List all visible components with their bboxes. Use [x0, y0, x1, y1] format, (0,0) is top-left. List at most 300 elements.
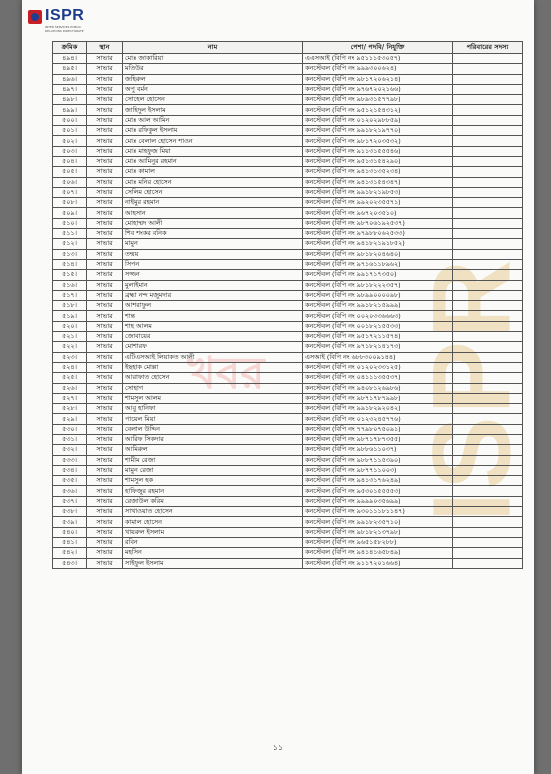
designation-cell: এএসআই (বিপি নং ৯৫১১১৫৩০৫৭)	[303, 54, 453, 64]
table-row	[53, 54, 523, 64]
designation-cell: কনস্টেবল (বিপি নং ৯৯১৮২১৯৮৫৩)	[303, 187, 453, 197]
place-cell: সাভার	[87, 218, 123, 228]
table-row	[53, 393, 523, 403]
name-cell: পায়েল মিয়া	[123, 414, 303, 424]
designation-cell: এসআই (বিপি নং ৬৮৮৩০০৯১৪৪)	[303, 352, 453, 362]
place-cell: সাভার	[87, 507, 123, 517]
table-row	[53, 548, 523, 558]
place-cell: সাভার	[87, 342, 123, 352]
designation-cell: কনস্টেবল (বিপি নং ৯৫১২১৫৪৩১২)	[303, 105, 453, 115]
place-cell: সাভার	[87, 455, 123, 465]
table-row	[53, 95, 523, 105]
designation-cell: কনস্টেবল (বিপি নং ৯৭৯৮৮০৬২৫৩৩)	[303, 229, 453, 239]
table-row	[53, 84, 523, 94]
logo-subtitle: INTER SERVICES PUBLIC RELATIONS DIRECTORATE	[45, 25, 84, 33]
name-cell: বেলাল উদ্দিন	[123, 424, 303, 434]
family-cell	[453, 393, 523, 403]
designation-cell: কনস্টেবল (বিপি নং ৯৯১৮২১৯৭৭০)	[303, 126, 453, 136]
table-row	[53, 465, 523, 475]
serial-cell: ৫১৯।	[53, 311, 87, 321]
serial-cell: ৫২৩।	[53, 352, 87, 362]
place-cell: সাভার	[87, 156, 123, 166]
place-cell: সাভার	[87, 84, 123, 94]
table-row	[53, 537, 523, 547]
place-cell: সাভার	[87, 187, 123, 197]
family-cell	[453, 362, 523, 372]
page-number: ১১	[272, 743, 284, 752]
designation-cell: কনস্টেবল (বিপি নং ৯৮৭৭১১০০৩)	[303, 465, 453, 475]
designation-cell: কনস্টেবল (বিপি নং ৯৭১৮২১৪১৭৩)	[303, 342, 453, 352]
stamp-text: খবর	[187, 348, 265, 399]
family-cell	[453, 239, 523, 249]
place-cell: সাভার	[87, 115, 123, 125]
place-cell: সাভার	[87, 383, 123, 393]
family-cell	[453, 404, 523, 414]
designation-cell: কনস্টেবল (বিপি নং ৯৯১৭১৭৩৫০)	[303, 270, 453, 280]
place-cell: সাভার	[87, 126, 123, 136]
designation-cell: কনস্টেবল (বিপি নং ৯৯২০২৩৫৫৭১)	[303, 198, 453, 208]
table-row	[53, 136, 523, 146]
designation-cell: কনস্টেবল (বিপি নং ৯১১৩১৫৫৫৪৬)	[303, 146, 453, 156]
table-row	[53, 476, 523, 486]
place-cell: সাভার	[87, 301, 123, 311]
header-place: স্থান	[87, 42, 123, 54]
serial-cell: ৫১৮।	[53, 301, 87, 311]
table-row	[53, 146, 523, 156]
family-cell	[453, 301, 523, 311]
family-cell	[453, 548, 523, 558]
family-cell	[453, 218, 523, 228]
place-cell: সাভার	[87, 537, 123, 547]
serial-cell: ৫১০।	[53, 218, 87, 228]
serial-cell: ৫২৬।	[53, 383, 87, 393]
designation-cell: কনস্টেবল (বিপি নং ৯৪১৩১৩৫২৩৪)	[303, 167, 453, 177]
designation-cell: কনস্টেবল (বিপি নং ৯৪১৩১৫৪৩৪৭)	[303, 177, 453, 187]
logo-name: ISPR	[45, 7, 85, 24]
family-cell	[453, 373, 523, 383]
serial-cell: ৫২২।	[53, 342, 87, 352]
place-cell: সাভার	[87, 95, 123, 105]
family-cell	[453, 434, 523, 444]
serial-cell: ৫০৪।	[53, 156, 87, 166]
name-cell: মহসিন	[123, 548, 303, 558]
family-cell	[453, 476, 523, 486]
place-cell: সাভার	[87, 167, 123, 177]
serial-cell: ৫০৬।	[53, 177, 87, 187]
table-row	[53, 486, 523, 496]
name-cell: কামাল হোসেন	[123, 517, 303, 527]
serial-cell: ৫১৪।	[53, 259, 87, 269]
place-cell: সাভার	[87, 496, 123, 506]
serial-cell: ৫২৯।	[53, 414, 87, 424]
place-cell: সাভার	[87, 208, 123, 218]
family-cell	[453, 321, 523, 331]
name-cell: হাফিজুর রহমান	[123, 486, 303, 496]
place-cell: সাভার	[87, 486, 123, 496]
name-cell: মোশারফ	[123, 342, 303, 352]
table-row	[53, 332, 523, 342]
family-cell	[453, 84, 523, 94]
name-cell: ব্রহ্মা নন্দ মজুমদার	[123, 290, 303, 300]
place-cell: সাভার	[87, 517, 123, 527]
table-row	[53, 434, 523, 444]
name-cell: মোঃ মনির হোসেন	[123, 177, 303, 187]
serial-cell: ৫৪১।	[53, 537, 87, 547]
designation-cell: কনস্টেবল (বিপি নং ০১২৩২৪৫৭৭৬)	[303, 414, 453, 424]
family-cell	[453, 64, 523, 74]
family-cell	[453, 527, 523, 537]
table-row	[53, 198, 523, 208]
place-cell: সাভার	[87, 198, 123, 208]
serial-cell: ৫৩০।	[53, 424, 87, 434]
table-row	[53, 290, 523, 300]
name-cell: মোঃ আমিনুর রহমান	[123, 156, 303, 166]
document-page	[22, 0, 534, 774]
name-cell: তন্ময়	[123, 249, 303, 259]
serial-cell: ৪৯৯।	[53, 105, 87, 115]
name-cell: সাখাওয়াত হোসেন	[123, 507, 303, 517]
serial-cell: ৫৪২।	[53, 548, 87, 558]
place-cell: সাভার	[87, 177, 123, 187]
place-cell: সাভার	[87, 311, 123, 321]
family-cell	[453, 187, 523, 197]
name-cell: সোহেল হোসেন	[123, 95, 303, 105]
name-cell: আবু হানিফা	[123, 404, 303, 414]
family-cell	[453, 270, 523, 280]
name-cell: মোঃ মাহফুজ মিয়া	[123, 146, 303, 156]
serial-cell: ৫১২।	[53, 239, 87, 249]
family-cell	[453, 558, 523, 568]
serial-cell: ৫০৯।	[53, 208, 87, 218]
table-row	[53, 414, 523, 424]
place-cell: সাভার	[87, 270, 123, 280]
designation-cell: কনস্টেবল (বিপি নং ৯৮৭১৭৮৭৯৯৮)	[303, 393, 453, 403]
designation-cell: কনস্টেবল (বিপি নং ৯৭১৬১১৮৯৬২)	[303, 259, 453, 269]
family-cell	[453, 342, 523, 352]
family-cell	[453, 208, 523, 218]
serial-cell: ৫৩৮।	[53, 507, 87, 517]
place-cell: সাভার	[87, 393, 123, 403]
serial-cell: ৫০৫।	[53, 167, 87, 177]
designation-cell: কনস্টেবল (বিপি নং ৯৫৩০১৫৫৫৫৩)	[303, 486, 453, 496]
designation-cell: কনস্টেবল (বিপি নং ৯১১৭২০১৬৬৪)	[303, 558, 453, 568]
family-cell	[453, 311, 523, 321]
designation-cell: কনস্টেবল (বিপি নং ৯৮১৭২০৩৫৩২)	[303, 136, 453, 146]
place-cell: সাভার	[87, 249, 123, 259]
serial-cell: ৫০১।	[53, 126, 87, 136]
serial-cell: ৪৯৪।	[53, 54, 87, 64]
designation-cell: কনস্টেবল (বিপি নং ৯৯৯৯০৩৫৬৯৯)	[303, 496, 453, 506]
name-cell: শান্ত	[123, 311, 303, 321]
serial-cell: ৫০৭।	[53, 187, 87, 197]
designation-cell: কনস্টেবল (বিপি নং ৯৯৯৩০০৬২৪)	[303, 64, 453, 74]
name-cell: রবিন	[123, 537, 303, 547]
place-cell: সাভার	[87, 280, 123, 290]
name-cell: আমিরুল	[123, 445, 303, 455]
place-cell: সাভার	[87, 558, 123, 568]
table-body	[53, 54, 523, 569]
place-cell: সাভার	[87, 527, 123, 537]
table-row	[53, 105, 523, 115]
designation-cell: কনস্টেবল (বিপি নং ৯৮৮৭১১৫৩৯০)	[303, 455, 453, 465]
serial-cell: ৫০৩।	[53, 146, 87, 156]
designation-cell: কনস্টেবল (বিপি নং ৯৪১৪১৬৫৮৪৯)	[303, 548, 453, 558]
name-cell: জোবায়ের	[123, 332, 303, 342]
designation-cell: কনস্টেবল (বিপি নং ৭৭৯৮০৭৫০৯১)	[303, 424, 453, 434]
table-row	[53, 455, 523, 465]
table-row	[53, 445, 523, 455]
place-cell: সাভার	[87, 434, 123, 444]
serial-cell: ৫৩৬।	[53, 486, 87, 496]
name-cell: অপু বর্মন	[123, 84, 303, 94]
family-cell	[453, 54, 523, 64]
header-designation: পেশা/ পদবি/ নিযুক্তি	[303, 42, 453, 54]
table-row	[53, 424, 523, 434]
serial-cell: ৫৩৫।	[53, 476, 87, 486]
serial-cell: ৫১৭।	[53, 290, 87, 300]
designation-cell: কনস্টেবল (বিপি নং ৯৮১৮২২২৩৫৭)	[303, 280, 453, 290]
name-cell: মোঃ রফিকুল ইসলাম	[123, 126, 303, 136]
personnel-table	[52, 41, 523, 569]
family-cell	[453, 352, 523, 362]
table-row	[53, 208, 523, 218]
place-cell: সাভার	[87, 465, 123, 475]
table-row	[53, 301, 523, 311]
table-row	[53, 126, 523, 136]
place-cell: সাভার	[87, 424, 123, 434]
name-cell: আশরাফুল	[123, 301, 303, 311]
serial-cell: ৫২৫।	[53, 373, 87, 383]
serial-cell: ৫১১।	[53, 229, 87, 239]
name-cell: আরাফাত হোসেন	[123, 373, 303, 383]
name-cell: মোঃ আল আমিন	[123, 115, 303, 125]
table-row	[53, 167, 523, 177]
name-cell: জাহিদুল ইসলাম	[123, 105, 303, 115]
serial-cell: ৫৩৩।	[53, 455, 87, 465]
designation-cell: কনস্টেবল (বিপি নং ০১২০২৩৩১২৫)	[303, 362, 453, 372]
family-cell	[453, 177, 523, 187]
name-cell: শাহ আলম	[123, 321, 303, 331]
family-cell	[453, 229, 523, 239]
name-cell: নাইমুর রহমান	[123, 198, 303, 208]
family-cell	[453, 465, 523, 475]
place-cell: সাভার	[87, 136, 123, 146]
place-cell: সাভার	[87, 146, 123, 156]
family-cell	[453, 146, 523, 156]
place-cell: সাভার	[87, 362, 123, 372]
designation-cell: কনস্টেবল (বিপি নং ৯৯১৮২৩৫৭১০)	[303, 517, 453, 527]
place-cell: সাভার	[87, 64, 123, 74]
table-row	[53, 156, 523, 166]
place-cell: সাভার	[87, 414, 123, 424]
family-cell	[453, 280, 523, 290]
serial-cell: ৫২৮।	[53, 404, 87, 414]
family-cell	[453, 115, 523, 125]
place-cell: সাভার	[87, 105, 123, 115]
designation-cell: কনস্টেবল (বিপি নং ০০২০৩৩৬৬৬৩)	[303, 311, 453, 321]
ispr-emblem-icon	[28, 10, 42, 24]
name-cell: সজ্জন	[123, 270, 303, 280]
place-cell: সাভার	[87, 239, 123, 249]
name-cell: সেলিম হোসেন	[123, 187, 303, 197]
serial-cell: ৫১৩।	[53, 249, 87, 259]
serial-cell: ৫৩৭।	[53, 496, 87, 506]
table-row	[53, 177, 523, 187]
table-row	[53, 342, 523, 352]
serial-cell: ৫৩৪।	[53, 465, 87, 475]
designation-cell: কনস্টেবল (বিপি নং ৯৩০১১১৮১১৪৭)	[303, 507, 453, 517]
name-cell: জহিরুল	[123, 74, 303, 84]
designation-cell: কনস্টেবল (বিপি নং ৯৮৭০৬১৯২৫৩৭)	[303, 218, 453, 228]
table-row	[53, 507, 523, 517]
table-header-row	[53, 42, 523, 54]
table-row	[53, 229, 523, 239]
name-cell: মতিউর	[123, 64, 303, 74]
designation-cell: কনস্টেবল (বিপি নং ৯৬৫১৫৮২৮৮)	[303, 537, 453, 547]
designation-cell: কনস্টেবল (বিপি নং ৯৪১৮২১৯১৮৫২)	[303, 239, 453, 249]
table-row	[53, 280, 523, 290]
name-cell: সাইফুল ইসলাম	[123, 558, 303, 568]
serial-cell: ৫৪৩।	[53, 558, 87, 568]
name-cell: ইছহাক মোল্লা	[123, 362, 303, 372]
place-cell: সাভার	[87, 332, 123, 342]
designation-cell: কনস্টেবল (বিপি নং ৯৬৭২০৩৫১০)	[303, 208, 453, 218]
family-cell	[453, 486, 523, 496]
header-family-members: পরিবারের সদস্য	[453, 42, 523, 54]
serial-cell: ৫১৫।	[53, 270, 87, 280]
family-cell	[453, 414, 523, 424]
serial-cell: ৫২৪।	[53, 362, 87, 372]
ispr-logo	[28, 8, 98, 40]
name-cell: মামুন	[123, 239, 303, 249]
family-cell	[453, 507, 523, 517]
designation-cell: কনস্টেবল (বিপি নং ০৪১১১৩৫৫৩৭)	[303, 373, 453, 383]
designation-cell: কনস্টেবল (বিপি নং ৯৮৭১৭৮৭৩৫৫)	[303, 434, 453, 444]
serial-cell: ৫০২।	[53, 136, 87, 146]
place-cell: সাভার	[87, 229, 123, 239]
table-row	[53, 496, 523, 506]
place-cell: সাভার	[87, 259, 123, 269]
table-row	[53, 259, 523, 269]
designation-cell: কনস্টেবল (বিপি নং ৯৮৯৯০০০০৯৮)	[303, 290, 453, 300]
serial-cell: ৫৪০।	[53, 527, 87, 537]
family-cell	[453, 167, 523, 177]
family-cell	[453, 156, 523, 166]
table-row	[53, 218, 523, 228]
designation-cell: কনস্টেবল (বিপি নং ৯৮১৮২১৩৭৯৮)	[303, 527, 453, 537]
name-cell: সিপন	[123, 259, 303, 269]
place-cell: সাভার	[87, 445, 123, 455]
table-row	[53, 249, 523, 259]
table-row	[53, 517, 523, 527]
designation-cell: কনস্টেবল (বিপি নং ৯৫১৩১৫৪২৯০)	[303, 156, 453, 166]
table-row	[53, 115, 523, 125]
serial-cell: ৫২০।	[53, 321, 87, 331]
table-row	[53, 270, 523, 280]
designation-cell: কনস্টেবল (বিপি নং ৯৮৯৩১৫৭৭৯৮)	[303, 95, 453, 105]
name-cell: আহসান	[123, 208, 303, 218]
designation-cell: কনস্টেবল (বিপি নং ৯৮৮৬১১০৩৭)	[303, 445, 453, 455]
serial-cell: ৫০০।	[53, 115, 87, 125]
designation-cell: কনস্টেবল (বিপি নং ৯৯১৮২৯২০৪২)	[303, 404, 453, 414]
place-cell: সাভার	[87, 373, 123, 383]
name-cell: মোঃ জাকারিয়া	[123, 54, 303, 64]
table-row	[53, 362, 523, 372]
serial-cell: ৫৩১।	[53, 434, 87, 444]
family-cell	[453, 496, 523, 506]
table-row	[53, 321, 523, 331]
name-cell: খায়রুল ইসলাম	[123, 527, 303, 537]
serial-cell: ৫২১।	[53, 332, 87, 342]
designation-cell: কনস্টেবল (বিপি নং ৯৫১৭২১১৫৭৪)	[303, 332, 453, 342]
family-cell	[453, 517, 523, 527]
family-cell	[453, 136, 523, 146]
place-cell: সাভার	[87, 548, 123, 558]
name-cell: মোহাম্মদ আলী	[123, 218, 303, 228]
name-cell: শিব শংকর বনিক	[123, 229, 303, 239]
name-cell: মুলাইমান	[123, 280, 303, 290]
designation-cell: কনস্টেবল (বিপি নং ৯৮১৭২০৬২১৪)	[303, 74, 453, 84]
serial-cell: ৪৯৫।	[53, 64, 87, 74]
name-cell: এটিএসআই লিয়াকত আলী	[123, 352, 303, 362]
name-cell: রেজাউল করিম	[123, 496, 303, 506]
designation-cell: কনস্টেবল (বিপি নং ৯৪১৩১৭৬২৪৯)	[303, 476, 453, 486]
place-cell: সাভার	[87, 74, 123, 84]
designation-cell: কনস্টেবল (বিপি নং ৯৯১৮২১৫৯৯৯)	[303, 301, 453, 311]
place-cell: সাভার	[87, 290, 123, 300]
family-cell	[453, 332, 523, 342]
serial-cell: ৪৯৭।	[53, 84, 87, 94]
place-cell: সাভার	[87, 352, 123, 362]
family-cell	[453, 126, 523, 136]
name-cell: শামসুল হক	[123, 476, 303, 486]
name-cell: শামসুল আলম	[123, 393, 303, 403]
place-cell: সাভার	[87, 321, 123, 331]
designation-cell: কনস্টেবল (বিপি নং ৯৮১৮২০৪৬৪০)	[303, 249, 453, 259]
family-cell	[453, 105, 523, 115]
header-serial: ক্রমিক	[53, 42, 87, 54]
table-row	[53, 383, 523, 393]
family-cell	[453, 455, 523, 465]
place-cell: সাভার	[87, 404, 123, 414]
table-row	[53, 404, 523, 414]
table-row	[53, 527, 523, 537]
name-cell: শামীম রেজা	[123, 455, 303, 465]
table-row	[53, 311, 523, 321]
family-cell	[453, 424, 523, 434]
table-row	[53, 239, 523, 249]
table-row	[53, 64, 523, 74]
table-row	[53, 187, 523, 197]
family-cell	[453, 198, 523, 208]
family-cell	[453, 383, 523, 393]
designation-cell: কনস্টেবল (বিপি নং ৯৪০৮১২৬৯৮৬)	[303, 383, 453, 393]
serial-cell: ৫৩৯।	[53, 517, 87, 527]
header-name: নাম	[123, 42, 303, 54]
serial-cell: ৪৯৮।	[53, 95, 87, 105]
designation-cell: কনস্টেবল (বিপি নং ৯৭৬৭২০২১৬৬)	[303, 84, 453, 94]
name-cell: মোঃ বেলাল হোসেন শাওন	[123, 136, 303, 146]
family-cell	[453, 74, 523, 84]
family-cell	[453, 445, 523, 455]
serial-cell: ৫২৭।	[53, 393, 87, 403]
serial-cell: ৫০৮।	[53, 198, 87, 208]
name-cell: সোহাগ	[123, 383, 303, 393]
name-cell: আরিফ সিকদার	[123, 434, 303, 444]
serial-cell: ৪৯৬।	[53, 74, 87, 84]
table-row	[53, 373, 523, 383]
family-cell	[453, 290, 523, 300]
